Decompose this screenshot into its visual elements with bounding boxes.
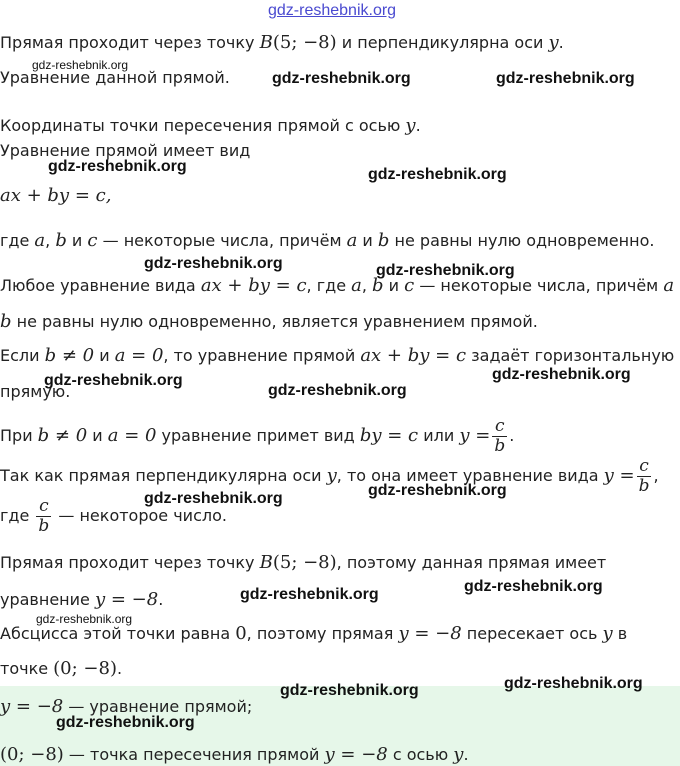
watermark: gdz-reshebnik.org (496, 70, 635, 87)
answer-line-2: (0; −8) — точка пересечения прямой y = −8 с осью y. (0, 744, 469, 765)
answer-line-1: y = −8 — уравнение прямой; (0, 696, 253, 717)
text-line: Абсцисса этой точки равна 0, поэтому прямая y = −8 пересекает ось y в (0, 623, 628, 644)
watermark: gdz-reshebnik.org (272, 70, 411, 87)
watermark: gdz-reshebnik.org (48, 158, 187, 175)
text-line: Уравнение прямой имеет вид (0, 141, 251, 160)
watermark: gdz-reshebnik.org (268, 382, 407, 399)
fraction: $\frac{c}{b}$ (494, 416, 506, 456)
watermark: gdz-reshebnik.org (32, 58, 129, 72)
watermark: gdz-reshebnik.org (368, 482, 507, 499)
text-line: b не равны нулю одновременно, является уравнением прямой. (0, 311, 538, 332)
watermark: gdz-reshebnik.org (464, 578, 603, 595)
task-item-2: Координаты точки пересечения прямой с осью y. (0, 115, 421, 136)
fraction: $\frac{c}{b}$ (38, 496, 50, 536)
watermark: gdz-reshebnik.org (368, 166, 507, 183)
text-line: При b ≠ 0 и a = 0 уравнение примет вид by = c или y = $\frac{c}{b}$ . (0, 416, 515, 456)
watermark: gdz-reshebnik.org (144, 490, 283, 507)
text-line: точке (0; −8). (0, 658, 123, 679)
watermark: gdz-reshebnik.org (504, 675, 643, 692)
task-item-1: Уравнение данной прямой. (0, 68, 230, 87)
text-line: Если b ≠ 0 и a = 0, то уравнение прямой ax + by = c задаёт горизонтальную (0, 345, 675, 366)
text-line: Прямая проходит через точку B(5; −8), поэтому данная прямая имеет (0, 552, 607, 573)
text-line: где a, b и c — некоторые числа, причём a и b не равны нулю одновременно. (0, 230, 655, 251)
text-line: Так как прямая перпендикулярна оси y, то она имеет уравнение вида y = $\frac{c}{b}$ , (0, 456, 659, 496)
watermark: gdz-reshebnik.org (240, 586, 379, 603)
watermark: gdz-reshebnik.org (44, 372, 183, 389)
text-line: Любое уравнение вида ax + by = c, где a, b и c — некоторые числа, причём a (0, 275, 675, 296)
watermark: gdz-reshebnik.org (144, 255, 283, 272)
text-line: прямую. (0, 382, 71, 401)
watermark: gdz-reshebnik.org (280, 682, 419, 699)
watermark: gdz-reshebnik.org (376, 262, 515, 279)
watermark: gdz-reshebnik.org (492, 366, 631, 383)
fraction: $\frac{c}{b}$ (638, 456, 650, 496)
watermark: gdz-reshebnik.org (36, 612, 133, 626)
text-line: где $\frac{c}{b}$ — некоторое число. (0, 496, 227, 536)
watermark: gdz-reshebnik.org (56, 714, 195, 731)
watermark-top: gdz-reshebnik.org (268, 2, 397, 19)
problem-statement: Прямая проходит через точку B(5; −8) и перпендикулярна оси y. (0, 32, 564, 53)
general-equation: ax + by = c, (0, 185, 112, 206)
text-line: уравнение y = −8. (0, 589, 164, 610)
